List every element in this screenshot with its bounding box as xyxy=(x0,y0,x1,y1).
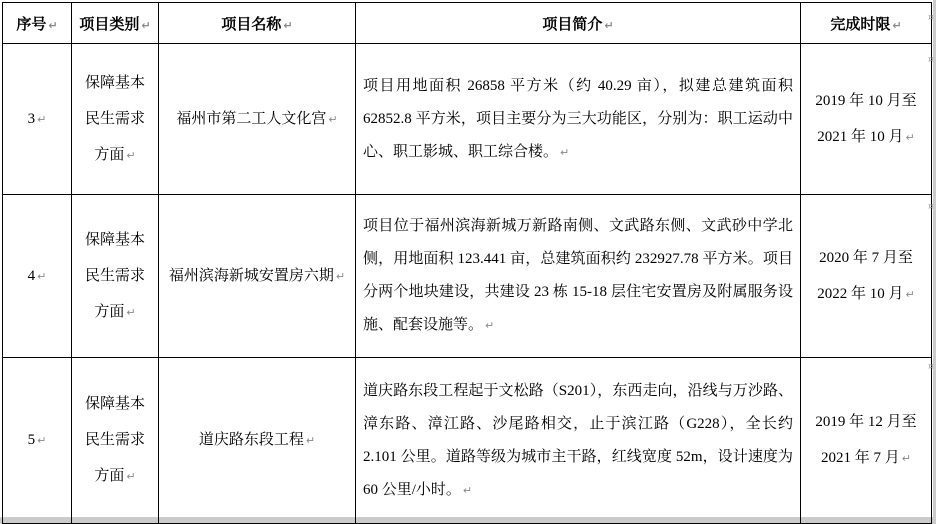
header-name xyxy=(159,3,356,44)
cell-category xyxy=(72,44,159,195)
paragraph-mark-icon: ↵ xyxy=(37,434,47,447)
category-line: 民生需求 xyxy=(84,110,145,127)
paragraph-mark-icon: ↵ xyxy=(485,319,495,332)
cell-project-name xyxy=(159,195,356,358)
header-category-label: 项目类别 xyxy=(79,15,140,33)
paragraph-mark-icon: ↵ xyxy=(328,112,338,126)
project-name: 道庆路东段工程 xyxy=(198,432,304,448)
cell-project-name xyxy=(159,44,356,195)
paragraph-mark-icon: ↵ xyxy=(892,18,902,32)
header-deadline-label: 完成时限 xyxy=(830,15,891,33)
cell-category xyxy=(72,358,159,524)
paragraph-mark-icon: ↵ xyxy=(126,305,136,319)
header-seq-label: 序号 xyxy=(16,15,47,33)
project-description: 道庆路东段工程起于文松路（S201），东西走向，沿线与万沙路、漳东路、漳江路、沙尾路相交，止于滨江路（G228），全长约 2.101 公里。道路等级为城市主干路，红线宽度 52m，设计速度为 60 公里/小时。 xyxy=(363,382,793,498)
cell-deadline xyxy=(801,358,932,524)
paragraph-mark-icon: ↵ xyxy=(37,112,47,126)
paragraph-mark-icon: ↵ xyxy=(141,18,151,32)
table-row xyxy=(3,44,932,195)
row-end-mark-icon: ¤ xyxy=(928,362,934,372)
paragraph-mark-icon: ↵ xyxy=(604,18,614,32)
category-line: 方面 ↵ xyxy=(94,303,136,320)
paragraph-mark-icon: ↵ xyxy=(901,452,911,465)
category-line: 保障基本 xyxy=(84,74,145,91)
deadline-line: 2021 年 10 月 ↵ xyxy=(817,128,915,145)
deadline-line: 2021 年 7 月 ↵ xyxy=(821,450,911,466)
cell-project-name xyxy=(159,358,356,524)
deadline-line: 2019 年 10 月至 xyxy=(815,92,917,109)
paragraph-mark-icon: ↵ xyxy=(305,434,316,447)
category-line: 方面 ↵ xyxy=(94,468,136,484)
table-header-row xyxy=(3,3,932,44)
deadline-line: 2019 年 12 月至 xyxy=(815,414,917,430)
category-line: 民生需求 xyxy=(84,267,145,284)
paragraph-mark-icon: ↵ xyxy=(37,269,47,283)
cell-seq xyxy=(3,195,72,358)
category-line: 方面 ↵ xyxy=(94,146,136,163)
cell-description xyxy=(356,44,801,195)
seq-value: 5 xyxy=(27,432,36,448)
cell-description xyxy=(356,195,801,358)
paragraph-mark-icon: ↵ xyxy=(126,470,136,483)
table-row xyxy=(3,195,932,358)
header-category xyxy=(72,3,159,44)
project-description: 项目位于福州滨海新城万新路南侧、文武路东侧、文武砂中学北侧，用地面积 123.441 亩，总建筑面积约 232927.78 平方米。项目分两个地块建设，共建设 23 栋 15-18 层住宅安置房及附属服务设施、配套设施等。 xyxy=(363,218,793,333)
table-row xyxy=(3,358,932,524)
header-seq xyxy=(3,3,72,44)
project-name: 福州市第二工人文化宫 xyxy=(176,110,327,127)
paragraph-mark-icon: ↵ xyxy=(48,18,58,32)
seq-value: 3 xyxy=(27,110,36,127)
row-end-mark-icon: ¤ xyxy=(928,13,934,23)
cell-deadline xyxy=(801,195,932,358)
cell-category xyxy=(72,195,159,358)
category-line: 保障基本 xyxy=(84,231,145,248)
project-description: 项目用地面积 26858 平方米（约 40.29 亩），拟建总建筑面积 62852.8 平方米，项目主要分为三大功能区，分别为：职工运动中心、职工影城、职工综合楼。 xyxy=(363,77,793,160)
paragraph-mark-icon: ↵ xyxy=(905,130,915,144)
cell-description xyxy=(356,358,801,524)
deadline-line: 2022 年 10 月 ↵ xyxy=(817,285,915,302)
paragraph-mark-icon: ↵ xyxy=(283,18,293,32)
category-line: 民生需求 xyxy=(84,432,145,448)
category-line: 保障基本 xyxy=(84,396,145,412)
row-end-mark-icon: ¤ xyxy=(928,55,934,65)
seq-value: 4 xyxy=(27,267,36,284)
project-name: 福州滨海新城安置房六期 xyxy=(168,267,334,284)
header-name-label: 项目名称 xyxy=(221,15,282,33)
paragraph-mark-icon: ↵ xyxy=(905,287,915,301)
cell-seq xyxy=(3,358,72,524)
cell-deadline xyxy=(801,44,932,195)
paragraph-mark-icon: ↵ xyxy=(126,148,136,162)
deadline-line: 2020 年 7 月至 xyxy=(819,249,913,266)
header-description xyxy=(356,3,801,44)
paragraph-mark-icon: ↵ xyxy=(335,269,346,283)
paragraph-mark-icon: ↵ xyxy=(462,483,473,497)
paragraph-mark-icon: ↵ xyxy=(560,145,570,159)
project-table xyxy=(2,2,932,524)
row-end-mark-icon: ¤ xyxy=(928,202,934,212)
header-deadline xyxy=(801,3,932,44)
header-description-label: 项目简介 xyxy=(542,15,603,33)
cell-seq xyxy=(3,44,72,195)
